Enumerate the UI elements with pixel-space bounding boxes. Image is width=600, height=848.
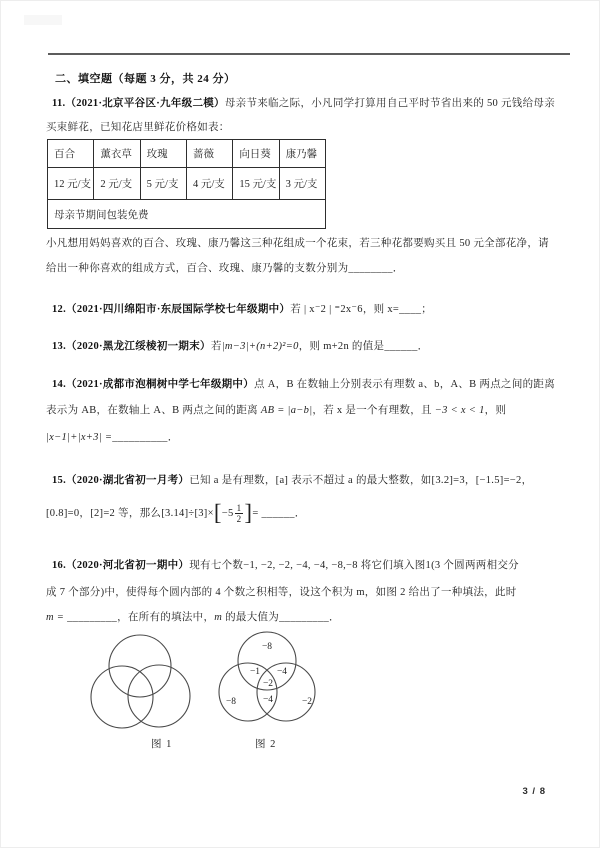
q13-pre: 若 [210,341,222,352]
q14-line2 [46,404,506,418]
q16-math2: m [214,612,223,623]
table-header-cell: 玫瑰 [140,140,186,168]
q11-text1: 母亲节来临之际，小凡同学打算用自己平时节省出来的 50 元钱给母亲 [224,98,556,109]
fraction-denominator: 2 [236,514,242,525]
table-row [48,200,326,229]
q15-line2: [0.8]=0，[2]=2 等，那么[3.14]÷[3]× [ −5 $\frac{1}{2}$ ] = ______． [46,499,306,525]
flower-price-table [47,139,326,229]
q14-line1 [52,378,555,392]
q12-text: 若 | x⁻2 | ⁼2x⁻6，则 x=____； [290,304,433,315]
q11-line2: 买束鲜花，已知花店里鲜花价格如表： [46,122,230,133]
q12-line [52,303,432,317]
q13-post: ，则 m+2n 的值是______． [298,341,429,352]
table-header-cell: 薰衣草 [94,140,140,168]
q14-text2b: ，若 x 是一个有理数，且 [312,405,435,416]
q16-text1b: 将它们填入图1(3 个圆两两相交分 [360,560,519,571]
q14-math1: AB = |a−b| [260,405,313,416]
q15-tag: 15.（2020·湖北省初一月考） [52,475,190,486]
q15-line1 [52,474,532,488]
q16-tag: 16.（2020·河北省初一期中） [52,560,190,571]
q11-tag: 11.（2021·北京平谷区·九年级二模） [52,98,225,109]
venn-diagram-figure2 [210,628,345,738]
q16-text3b: 的最大值为_________． [222,612,340,623]
venn-diagram-figure1 [84,630,209,735]
q16-numbers: −1, −2, −2, −4, −4, −8,−8 [243,560,361,571]
venn-value-bottom-left: −8 [225,697,237,707]
table-header-cell: 蔷薇 [186,140,232,168]
table-price-cell: 2 元/支 [94,168,140,200]
q15-text2a: [0.8]=0，[2]=2 等，那么[3.14]÷[3]× [46,507,214,519]
q15-text2b: = ______． [252,507,306,519]
q16-line1 [52,559,519,573]
table-note-cell: 母亲节期间包装免费 [48,200,326,229]
page-number: 3 / 8 [522,786,546,797]
q15-mixed-int: −5 [221,507,234,519]
q12-tag: 12.（2021·四川绵阳市·东辰国际学校七年级期中） [52,304,291,315]
table-row [48,140,326,168]
table-price-cell: 3 元/支 [279,168,325,200]
table-header-cell: 向日葵 [233,140,279,168]
scan-artifact [24,15,62,25]
fraction [235,503,244,525]
table-price-cell: 5 元/支 [140,168,186,200]
q11-line4: 给出一种你喜欢的组成方式，百合、玫瑰、康乃馨的支数分别为________． [46,263,404,274]
circle-bottom-right [128,665,190,727]
q11-line1 [52,97,555,111]
table-row [48,168,326,200]
table-price-cell: 15 元/支 [233,168,279,200]
q13-tag: 13.（2020·黑龙江绥棱初一期末） [52,341,211,352]
venn-value-bottom-right: −2 [301,697,313,707]
q16-line3 [46,611,340,625]
q14-blank: __________． [112,432,179,443]
q14-math2: −3 < x < 1 [434,405,485,416]
table-header-cell: 康乃馨 [279,140,325,168]
q11-line3: 小凡想用妈妈喜欢的百合、玫瑰、康乃馨这三种花组成一个花束，若三种花都要购买且 50 元全部花净，请 [46,238,549,249]
table-price-cell: 4 元/支 [186,168,232,200]
venn-value-top-right: −4 [276,667,288,677]
venn-value-top-left: −1 [249,667,261,677]
venn-value-top: −8 [261,642,273,652]
q16-math1: m = _________ [46,612,118,623]
figure1-caption: 图 1 [151,739,173,750]
q14-text2c: ，则 [484,405,507,416]
venn-value-bottom-mid: −4 [262,695,274,705]
table-header-cell: 百合 [48,140,94,168]
q16-text1a: 现有七个数 [189,560,244,571]
q15-text1a: 已知 a 是有理数， [189,475,276,486]
q14-text2a: 表示为 AB，在数轴上 A、B 两点之间的距离 [46,405,261,416]
q14-tag: 14.（2021·成都市泡桐树中学七年级期中） [52,379,255,390]
figure2-caption: 图 2 [255,739,277,750]
circle-bottom-left [219,663,277,721]
q15-text1b: [a] 表示不超过 a 的最大整数，如[3.2]=3，[−1.5]=−2， [275,475,533,486]
q14-text1: 点 A，B 在数轴上分别表示有理数 a、b，A、B 两点之间的距离 [254,379,556,390]
table-price-cell: 12 元/支 [48,168,94,200]
q13-math: |m−3|+(n+2)²=0 [221,341,299,352]
q13-line [52,340,428,354]
q14-math3: |x−1|+|x+3| = [46,432,113,443]
q14-line3 [46,431,179,445]
fraction-numerator: 1 [236,503,242,513]
header-rule [48,53,570,55]
venn-value-center: −2 [262,679,274,689]
q16-line2: 成 7 个部分)中，使得每个圆内部的 4 个数之积相等，设这个积为 m，如图 2 给出了一种填法，此时 [46,587,517,598]
q16-text3a: ，在所有的填法中， [117,612,215,623]
section-title: 二、填空题（每题 3 分，共 24 分） [55,73,236,85]
